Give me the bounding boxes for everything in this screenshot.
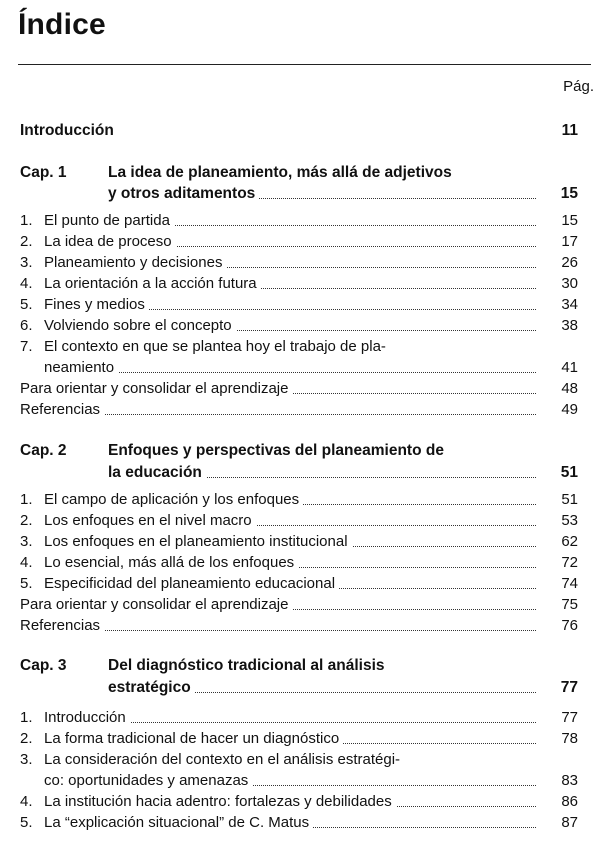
chapter-3-page: 77	[560, 679, 578, 696]
chapter-1-title-line1	[20, 163, 578, 183]
chapter-3-number: Cap. 3	[20, 657, 67, 674]
chapter-2-title-line1	[20, 441, 578, 461]
toc-item: 4. La orientación a la acción futura 30	[20, 275, 578, 292]
toc-item: co: oportunidades y amenazas 83	[44, 772, 578, 789]
toc-item: 4. Lo esencial, más allá de los enfoques 72	[20, 554, 578, 571]
toc-item: 5. Fines y medios 34	[20, 296, 578, 313]
chapter-1-page: 15	[560, 185, 578, 202]
toc-item-line1: 7. El contexto en que se plantea hoy el trabajo de pla-	[20, 338, 386, 355]
toc-item: 4. La institución hacia adentro: fortalezas y debilidades 86	[20, 793, 578, 810]
chapter-2-number: Cap. 2	[20, 442, 67, 459]
toc-intro	[20, 121, 578, 141]
toc-extra: Referencias 76	[20, 617, 578, 634]
toc-extra: Para orientar y consolidar el aprendizaje 75	[20, 596, 578, 613]
toc-item-line1: 3. La consideración del contexto en el análisis estratégi-	[20, 751, 401, 768]
chapter-1-title-cont: y otros aditamentos	[108, 185, 259, 202]
chapter-3-title-line1	[20, 656, 578, 676]
chapter-1-title: La idea de planeamiento, más allá de adjetivos	[108, 164, 452, 181]
toc-item: 1. El punto de partida 15	[20, 212, 578, 229]
chapter-2-title-line2	[20, 463, 578, 483]
toc-extra: Para orientar y consolidar el aprendizaje 48	[20, 380, 578, 397]
chapter-3-title-line2	[20, 678, 578, 698]
chapter-2-title-cont: la educación	[108, 464, 206, 481]
page-title: Índice	[18, 8, 106, 41]
toc-item: 1. El campo de aplicación y los enfoques 51	[20, 491, 578, 508]
toc-intro-label: Introducción	[20, 122, 118, 139]
toc-intro-page: 11	[561, 122, 578, 139]
toc-item: 2. La idea de proceso 17	[20, 233, 578, 250]
chapter-3-title-cont: estratégico	[108, 679, 195, 696]
toc-item: 6. Volviendo sobre el concepto 38	[20, 317, 578, 334]
page-column-header: Pág.	[563, 78, 594, 95]
chapter-2-title: Enfoques y perspectivas del planeamiento de	[108, 442, 444, 459]
toc-item: 3. Planeamiento y decisiones 26	[20, 254, 578, 271]
chapter-2-page: 51	[560, 464, 578, 481]
toc-item: 5. Especificidad del planeamiento educacional 74	[20, 575, 578, 592]
toc-item: neamiento 41	[44, 359, 578, 376]
chapter-1-title-line2	[20, 184, 578, 204]
toc-extra: Referencias 49	[20, 401, 578, 418]
toc-item: 2. La forma tradicional de hacer un diagnóstico 78	[20, 730, 578, 747]
chapter-3-title: Del diagnóstico tradicional al análisis	[108, 657, 385, 674]
title-rule	[18, 64, 591, 65]
toc-item: 1. Introducción 77	[20, 709, 578, 726]
toc-item: 3. Los enfoques en el planeamiento institucional 62	[20, 533, 578, 550]
toc-item: 5. La “explicación situacional” de C. Matus 87	[20, 814, 578, 831]
toc-item: 2. Los enfoques en el nivel macro 53	[20, 512, 578, 529]
chapter-1-number: Cap. 1	[20, 164, 67, 181]
